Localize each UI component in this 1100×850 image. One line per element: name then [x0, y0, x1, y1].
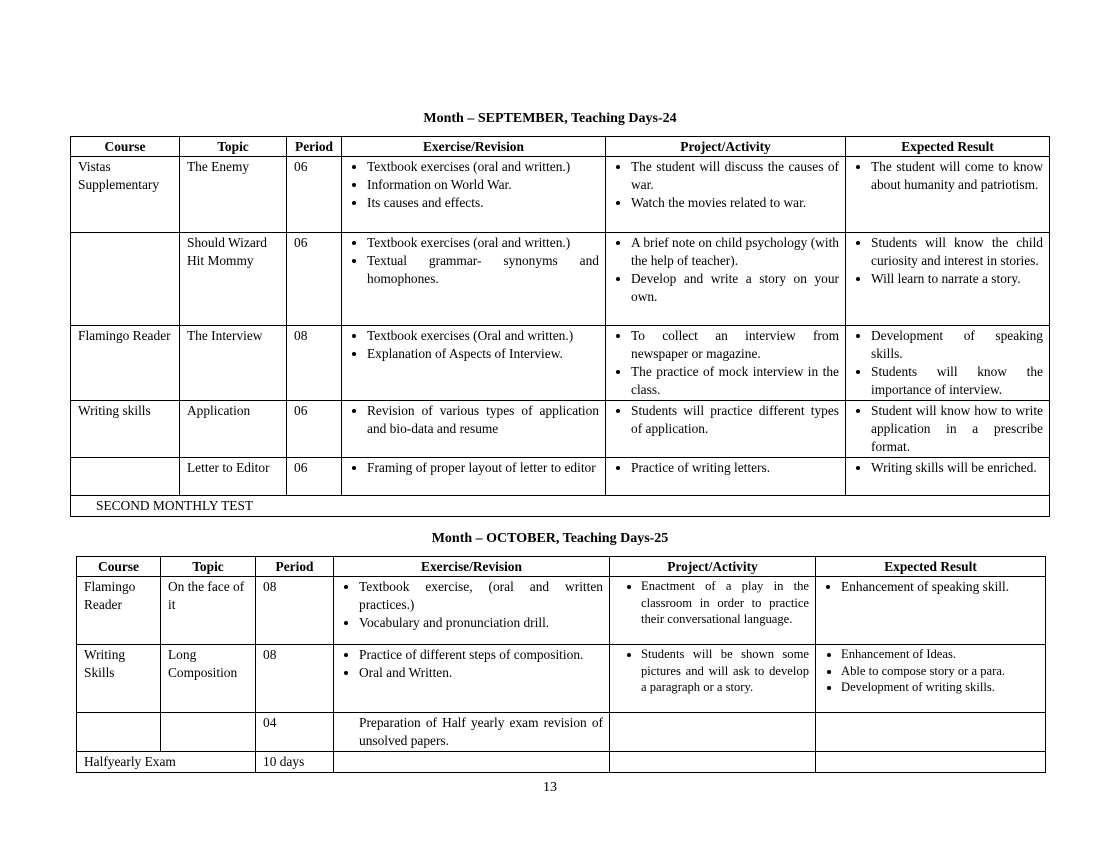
- cell-project: [606, 233, 846, 326]
- table-row: [77, 713, 1046, 752]
- header-exercise: Exercise/Revision: [334, 557, 610, 577]
- september-caption: Month – SEPTEMBER, Teaching Days-24: [423, 111, 677, 126]
- header-period: Period: [287, 137, 342, 157]
- cell-result: [816, 713, 1046, 752]
- cell-topic: The Interview: [180, 326, 287, 401]
- cell-project: [610, 752, 816, 773]
- cell-topic: On the face of it: [161, 577, 256, 645]
- list-item: • Enhancement of Ideas.: [841, 646, 1039, 663]
- cell-exercise: [342, 401, 606, 458]
- monthly-test-label: SECOND MONTHLY TEST: [71, 496, 1050, 517]
- cell-topic: The Enemy: [180, 157, 287, 233]
- cell-project: [606, 458, 846, 496]
- cell-topic: Letter to Editor: [180, 458, 287, 496]
- cell-result: [816, 645, 1046, 713]
- cell-project: [610, 577, 816, 645]
- cell-project: [606, 157, 846, 233]
- header-project: Project/Activity: [610, 557, 816, 577]
- list-item: • A brief note on child psychology (with the help of teacher).: [631, 234, 839, 270]
- cell-period: 04: [256, 713, 334, 752]
- page-number: 13: [543, 780, 557, 795]
- cell-result: [846, 326, 1050, 401]
- list-item: • The practice of mock interview in the class.: [631, 363, 839, 399]
- cell-course: [77, 713, 161, 752]
- header-course: Course: [77, 557, 161, 577]
- cell-exercise: [342, 458, 606, 496]
- cell-period: 08: [256, 645, 334, 713]
- cell-exercise: [334, 577, 610, 645]
- cell-topic: [161, 713, 256, 752]
- cell-exercise: Preparation of Half yearly exam revision of unsolved papers.: [334, 713, 610, 752]
- header-exercise: Exercise/Revision: [342, 137, 606, 157]
- list-item: • Development of speaking skills.: [871, 327, 1043, 363]
- cell-period: 06: [287, 401, 342, 458]
- cell-project: [606, 326, 846, 401]
- cell-course: Writing Skills: [77, 645, 161, 713]
- table-row: [77, 645, 1046, 713]
- cell-topic: Long Composition: [161, 645, 256, 713]
- list-item: • Enactment of a play in the classroom in order to practice their conversational language.: [641, 578, 809, 628]
- list-item: • Oral and Written.: [359, 664, 603, 682]
- table-footer-row: [71, 496, 1050, 517]
- cell-course: Writing skills: [71, 401, 180, 458]
- cell-result: [846, 233, 1050, 326]
- list-item: • Student will know how to write application in a prescribe format.: [871, 402, 1043, 456]
- list-item: • Practice of writing letters.: [631, 459, 839, 477]
- header-project: Project/Activity: [606, 137, 846, 157]
- list-item: • Development of writing skills.: [841, 679, 1039, 696]
- cell-course: Flamingo Reader: [77, 577, 161, 645]
- list-item: • Students will be shown some pictures and will ask to develop a paragraph or a story.: [641, 646, 809, 696]
- list-item: • Writing skills will be enriched.: [871, 459, 1043, 477]
- table-header-row: [71, 137, 1050, 157]
- table-row: [77, 577, 1046, 645]
- list-item: • Textbook exercises (oral and written.): [367, 158, 599, 176]
- cell-project: [610, 645, 816, 713]
- cell-period: 06: [287, 233, 342, 326]
- cell-period: 06: [287, 157, 342, 233]
- list-item: • Watch the movies related to war.: [631, 194, 839, 212]
- cell-course: [71, 458, 180, 496]
- table-row: [71, 326, 1050, 401]
- list-item: • Students will practice different types of application.: [631, 402, 839, 438]
- cell-result: [846, 157, 1050, 233]
- list-item: • Will learn to narrate a story.: [871, 270, 1043, 288]
- list-item: • Vocabulary and pronunciation drill.: [359, 614, 603, 632]
- cell-period: 08: [287, 326, 342, 401]
- cell-exercise: [342, 157, 606, 233]
- cell-result: [816, 577, 1046, 645]
- cell-exercise: [334, 752, 610, 773]
- list-item: • Explanation of Aspects of Interview.: [367, 345, 599, 363]
- list-item: • The student will discuss the causes of war.: [631, 158, 839, 194]
- cell-exercise: [342, 326, 606, 401]
- table-row: [71, 401, 1050, 458]
- exam-period: 10 days: [256, 752, 334, 773]
- cell-exercise: [342, 233, 606, 326]
- list-item: • Framing of proper layout of letter to editor: [367, 459, 599, 477]
- list-item: • Able to compose story or a para.: [841, 663, 1039, 680]
- list-item: • Its causes and effects.: [367, 194, 599, 212]
- list-item: • Textual grammar- synonyms and homophones.: [367, 252, 599, 288]
- list-item: • Revision of various types of application and bio-data and resume: [367, 402, 599, 438]
- cell-topic: Should Wizard Hit Mommy: [180, 233, 287, 326]
- cell-project: [606, 401, 846, 458]
- list-item: • The student will come to know about humanity and patriotism.: [871, 158, 1043, 194]
- header-course: Course: [71, 137, 180, 157]
- table-row: [71, 233, 1050, 326]
- list-item: • Textbook exercise, (oral and written practices.): [359, 578, 603, 614]
- header-result: Expected Result: [816, 557, 1046, 577]
- list-item: • Information on World War.: [367, 176, 599, 194]
- cell-course: Vistas Supplementary: [71, 157, 180, 233]
- header-topic: Topic: [161, 557, 256, 577]
- list-item: • Textbook exercises (oral and written.): [367, 234, 599, 252]
- list-item: • Practice of different steps of composition.: [359, 646, 603, 664]
- cell-result: [846, 401, 1050, 458]
- header-period: Period: [256, 557, 334, 577]
- table-row: [77, 752, 1046, 773]
- cell-topic: Application: [180, 401, 287, 458]
- list-item: • Students will know the importance of interview.: [871, 363, 1043, 399]
- september-table: [70, 136, 1050, 517]
- october-table: [76, 556, 1046, 773]
- list-item: • Enhancement of speaking skill.: [841, 578, 1039, 596]
- october-caption: Month – OCTOBER, Teaching Days-25: [431, 531, 669, 546]
- exam-label: Halfyearly Exam: [77, 752, 256, 773]
- list-item: • Develop and write a story on your own.: [631, 270, 839, 306]
- cell-course: [71, 233, 180, 326]
- cell-course: Flamingo Reader: [71, 326, 180, 401]
- header-topic: Topic: [180, 137, 287, 157]
- list-item: • Textbook exercises (Oral and written.): [367, 327, 599, 345]
- cell-period: 06: [287, 458, 342, 496]
- cell-result: [816, 752, 1046, 773]
- cell-period: 08: [256, 577, 334, 645]
- list-item: • Students will know the child curiosity and interest in stories.: [871, 234, 1043, 270]
- table-row: [71, 458, 1050, 496]
- cell-result: [846, 458, 1050, 496]
- table-header-row: [77, 557, 1046, 577]
- table-row: [71, 157, 1050, 233]
- cell-project: [610, 713, 816, 752]
- header-result: Expected Result: [846, 137, 1050, 157]
- list-item: • To collect an interview from newspaper or magazine.: [631, 327, 839, 363]
- cell-exercise: [334, 645, 610, 713]
